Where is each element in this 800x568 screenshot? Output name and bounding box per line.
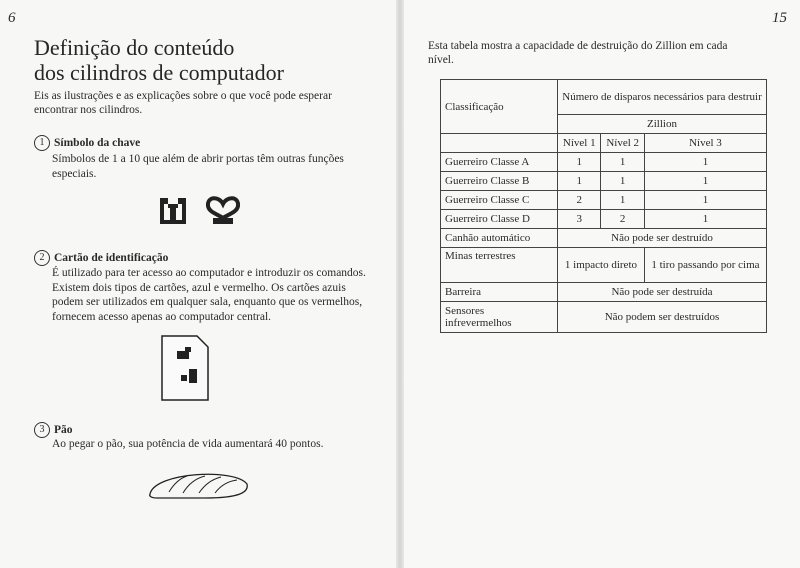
section-1-text: Símbolos de 1 a 10 que além de abrir portas têm outras funções especiais. (52, 153, 344, 180)
table-row (441, 191, 767, 210)
cell-value: 2 (558, 191, 601, 210)
level-3-header: Nível 3 (644, 134, 766, 153)
cell-value: 1 (558, 153, 601, 172)
number-1-marker: 1 (34, 135, 50, 151)
levels-header-row (441, 134, 767, 153)
section-3-heading (34, 422, 73, 438)
row-label: Guerreiro Classe C (441, 191, 558, 210)
cell-value: 1 (558, 172, 601, 191)
table-row (441, 229, 767, 248)
destruction-capacity-table (440, 79, 767, 333)
section-3-text: Ao pegar o pão, sua potência de vida aumentará 40 pontos. (52, 438, 324, 450)
bread-icon (145, 466, 251, 507)
cell-value: 1 (644, 153, 766, 172)
section-2-text: É utilizado para ter acesso ao computador e introduzir os comandos. Existem dois tipos de cartões, azul e vermelho. Os cartões azuis podem ser utilizados em qualquer sala, enquanto que os vermelhos, fornecem acesso apenas ao computador central. (52, 267, 366, 323)
cell-value: 1 (644, 210, 766, 229)
cell-value: 1 (644, 172, 766, 191)
row-label: Canhão automático (441, 229, 558, 248)
table-row (441, 210, 767, 229)
table-row (441, 302, 767, 333)
page-title (34, 35, 284, 85)
id-card-icon (161, 335, 209, 406)
row-label: Guerreiro Classe D (441, 210, 558, 229)
row-label: Sensores infrevermelhos (441, 302, 558, 333)
title-line-1: Definição do conteúdo (34, 35, 235, 60)
left-intro: Eis as ilustrações e as explicações sobre o que você pode esperar encontrar nos cilindros. (34, 90, 332, 116)
table-row (441, 153, 767, 172)
row-label: Guerreiro Classe B (441, 172, 558, 191)
shots-header: Número de disparos necessários para destruir (558, 80, 767, 115)
classification-header: Classificação (441, 80, 558, 134)
title-line-2: dos cilindros de computador (34, 60, 284, 85)
cell-value: Não pode ser destruída (558, 283, 767, 302)
cell-value: 1 impacto direto (558, 248, 645, 283)
page-number-left: 6 (8, 10, 16, 26)
cell-value: 1 tiro passando por cima (644, 248, 766, 283)
zillion-header: Zillion (558, 115, 767, 134)
level-2-header: Nível 2 (601, 134, 644, 153)
cell-value: 1 (601, 153, 644, 172)
number-3-marker: 3 (34, 422, 50, 438)
row-label: Guerreiro Classe A (441, 153, 558, 172)
empty-cell (441, 134, 558, 153)
cell-value: 1 (601, 172, 644, 191)
cell-value: Não pode ser destruído (558, 229, 767, 248)
page-number-right: 15 (772, 10, 787, 26)
section-1-heading (34, 135, 140, 151)
cell-value: 1 (644, 191, 766, 210)
row-label: Barreira (441, 283, 558, 302)
right-intro: Esta tabela mostra a capacidade de destruição do Zillion em cada nível. (428, 40, 728, 66)
cell-value: 3 (558, 210, 601, 229)
table-row (441, 172, 767, 191)
row-label: Minas terrestres (441, 248, 558, 283)
table-header-row (441, 80, 767, 115)
section-3-title: Pão (54, 424, 73, 436)
section-2-title: Cartão de identificação (54, 252, 169, 264)
level-1-header: Nível 1 (558, 134, 601, 153)
key-symbol-icon (158, 196, 188, 231)
section-2-heading (34, 250, 168, 266)
heart-key-symbol-icon (205, 196, 241, 231)
book-gutter (396, 0, 404, 568)
cell-value: 2 (601, 210, 644, 229)
table-row (441, 248, 767, 283)
cell-value: Não podem ser destruídos (558, 302, 767, 333)
section-1-title: Símbolo da chave (54, 137, 141, 149)
number-2-marker: 2 (34, 250, 50, 266)
table-row (441, 283, 767, 302)
cell-value: 1 (601, 191, 644, 210)
